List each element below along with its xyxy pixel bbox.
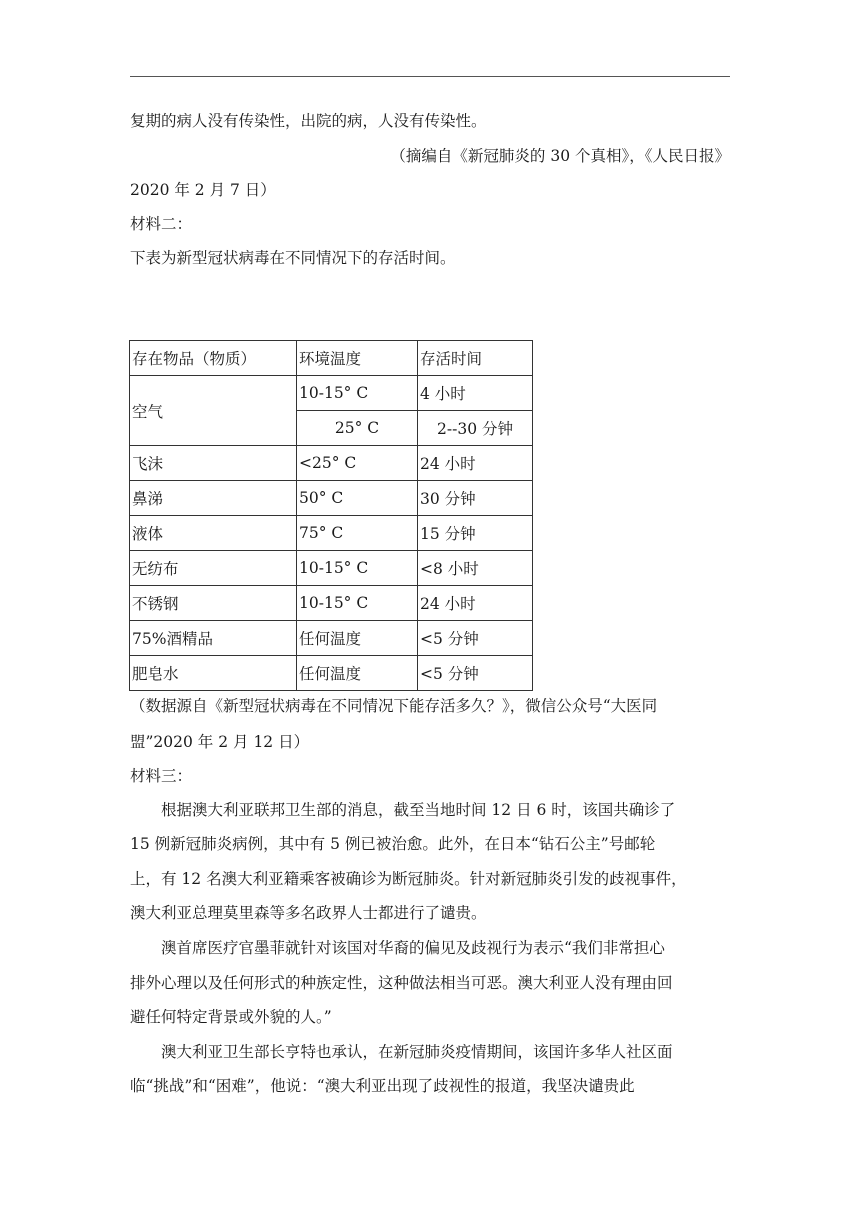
paragraph-line: 上，有 12 名澳大利亚籍乘客被确诊为断冠肺炎。针对新冠肺炎引发的歧视事件， [130,870,687,888]
table-cell-item: 无纺布 [130,551,297,586]
section-heading-material-3: 材料三： [130,767,193,785]
header-rule [130,76,730,77]
table-row [130,656,533,691]
table-cell-time: 24 小时 [418,446,533,481]
table-row [130,516,533,551]
table-row [130,481,533,516]
table-cell-item: 液体 [130,516,297,551]
table-cell-temp: 25° C [297,411,418,446]
citation-date: 2020 年 2 月 7 日） [130,181,276,199]
table-cell-temp: 10-15° C [297,551,418,586]
table-row [130,551,533,586]
table-cell-item: 鼻涕 [130,481,297,516]
table-cell-time: <8 小时 [418,551,533,586]
table-source-date: 盟”2020 年 2 月 12 日） [130,733,310,751]
table-intro: 下表为新型冠状病毒在不同情况下的存活时间。 [130,249,456,267]
table-cell-time: 2--30 分钟 [418,411,533,446]
section-heading-material-2: 材料二： [130,215,193,233]
header-cell: 存活时间 [418,341,533,376]
paragraph-line: 根据澳大利亚联邦卫生部的消息，截至当地时间 12 日 6 时，该国共确诊了 [161,801,676,819]
citation-line: （摘编自《新冠肺炎的 30 个真相》，《人民日报》 [390,147,730,165]
table-row [130,446,533,481]
paragraph-line: 澳大利亚卫生部长亨特也承认，在新冠肺炎疫情期间，该国许多华人社区面 [161,1043,673,1061]
table-cell-item: 飞沫 [130,446,297,481]
paragraph-line: 排外心理以及任何形式的种族定性，这种做法相当可恶。澳大利亚人没有理由回 [130,974,673,992]
table-row [130,621,533,656]
table-cell-temp: 75° C [297,516,418,551]
table-cell-temp: 任何温度 [297,656,418,691]
table-cell-item: 肥皂水 [130,656,297,691]
table-cell-temp: 10-15° C [297,586,418,621]
table-cell-item: 75%酒精品 [130,621,297,656]
paragraph-line: 澳首席医疗官墨菲就针对该国对华裔的偏见及歧视行为表示“我们非常担心 [161,939,665,957]
paragraph-line: 澳大利亚总理莫里森等多名政界人士都进行了谴贵。 [130,904,487,922]
table-row [130,586,533,621]
table-source: （数据源自《新型冠状病毒在不同情况下能存活多久？》，微信公众号“大医同 [130,697,658,715]
text-line: 复期的病人没有传染性，出院的病，人没有传染性。 [130,112,487,130]
header-cell: 存在物品（物质） [130,341,297,376]
table-cell-item: 不锈钢 [130,586,297,621]
header-cell: 环境温度 [297,341,418,376]
table-header-row [130,341,533,376]
table-cell-time: 24 小时 [418,586,533,621]
table-cell-temp: <25° C [297,446,418,481]
paragraph-line: 15 例新冠肺炎病例，其中有 5 例已被治愈。此外，在日本“钻石公主”号邮轮 [130,835,656,853]
table-cell-temp: 任何温度 [297,621,418,656]
paragraph-line: 临“挑战”和“困难”，他说：“澳大利亚出现了歧视性的报道，我坚决谴贵此 [130,1077,635,1095]
paragraph-line: 避任何特定背景或外貌的人。” [130,1008,332,1026]
table-cell-time: <5 分钟 [418,621,533,656]
table-cell-temp: 10-15° C [297,376,418,411]
table-cell-time: 4 小时 [418,376,533,411]
table-cell-time: <5 分钟 [418,656,533,691]
table-cell-time: 30 分钟 [418,481,533,516]
table-row [130,376,533,411]
table-cell-temp: 50° C [297,481,418,516]
table-cell-time: 15 分钟 [418,516,533,551]
table-cell-item: 空气 [130,376,297,446]
survival-time-table [129,340,533,691]
